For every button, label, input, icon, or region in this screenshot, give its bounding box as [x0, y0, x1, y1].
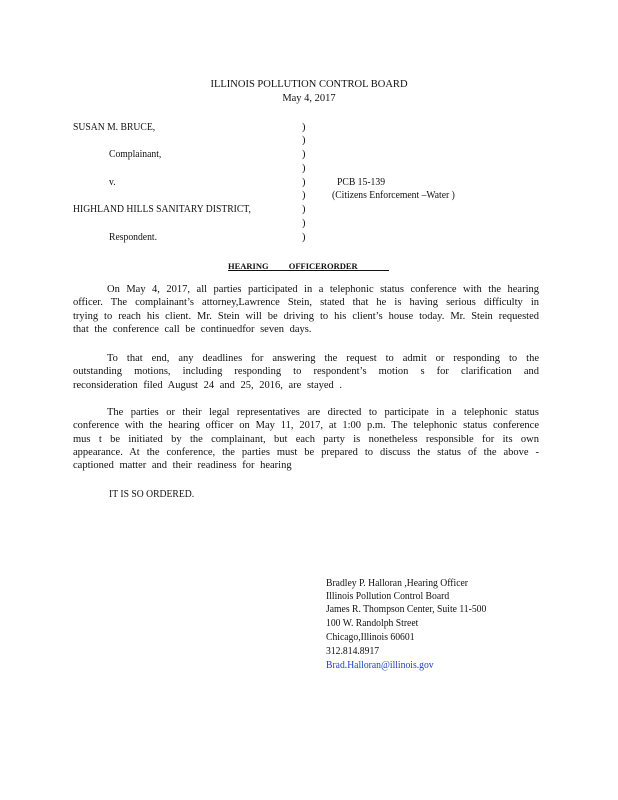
paragraph-text: The parties or their legal representatives are directed to participate in a telephonic status conference with the hearing officer on May 11, 2017, at 1:00 p.m. The telephonic status conference mus t be initiated by the complainant, but each party is nonetheless responsible for its own appearance. At the conference, the parties must be prepared to discuss the status of the above -captioned matter and their readiness for hearing [73, 407, 539, 472]
caption-paren: ) [302, 177, 306, 188]
signature-city: Chicago,Illinois 60601 [326, 632, 415, 643]
order-title: HEARING OFFICERORDER [228, 261, 358, 271]
signature-street: 100 W. Randolph Street [326, 618, 419, 629]
complainant-name: SUSAN M. BRUCE, [73, 122, 156, 133]
signature-email-link[interactable]: Brad.Halloran@illinois.gov [326, 660, 434, 671]
caption-paren: ) [302, 135, 306, 146]
caption-paren: ) [302, 232, 306, 243]
body-paragraph [73, 406, 539, 472]
title-underline [342, 270, 389, 271]
caption-paren: ) [302, 122, 306, 133]
versus-label: v. [109, 177, 116, 188]
paragraph-text: To that end, any deadlines for answering the request to admit or responding to the outstanding motions, including responding to respondent’s motion s for clarification and reconsideration filed August 24 and 25, 2016, are stayed . [73, 353, 539, 391]
respondent-role: Respondent. [109, 232, 158, 243]
body-paragraph [73, 283, 539, 336]
caption-paren: ) [302, 218, 306, 229]
caption-paren: ) [302, 163, 306, 174]
signature-name: Bradley P. Halloran ,Hearing Officer [326, 578, 468, 589]
case-number: PCB 15-139 [337, 177, 386, 188]
respondent-name: HIGHLAND HILLS SANITARY DISTRICT, [73, 204, 251, 215]
caption-paren: ) [302, 204, 306, 215]
closing-statement: IT IS SO ORDERED. [109, 489, 195, 500]
agency-heading: ILLINOIS POLLUTION CONTROL BOARD [210, 79, 408, 90]
complainant-role: Complainant, [109, 149, 162, 160]
signature-building: James R. Thompson Center, Suite 11-500 [326, 604, 487, 615]
order-date: May 4, 2017 [282, 93, 336, 104]
caption-paren: ) [302, 190, 306, 201]
signature-phone: 312.814.8917 [326, 646, 380, 657]
paragraph-text: On May 4, 2017, all parties participated in a telephonic status conference with the hearing officer. The complainant’s attorney,Lawrence Stein, stated that he is having serious difficulty in trying to reach his client. Mr. Stein will be driving to his client’s house today. Mr. Stein requested that the conference call be continuedfor seven days. [73, 284, 539, 335]
signature-agency: Illinois Pollution Control Board [326, 591, 450, 602]
caption-paren: ) [302, 149, 306, 160]
case-type: (Citizens Enforcement –Water ) [332, 190, 455, 201]
body-paragraph [73, 352, 539, 392]
